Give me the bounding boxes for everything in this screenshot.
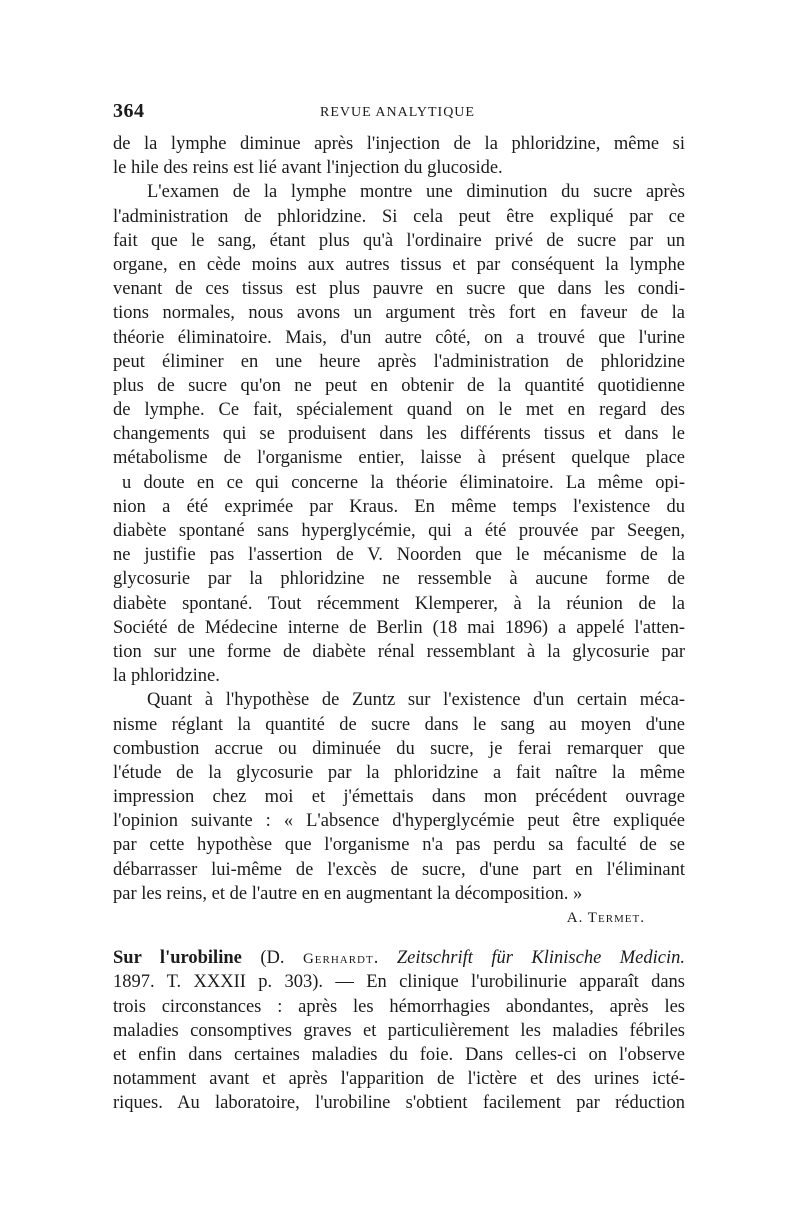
journal-name: Zeitschrift für Klinische Medicin. <box>396 948 685 969</box>
article-heading-line <box>113 946 685 970</box>
text-line: plus de sucre qu'on ne peut en obtenir de la quantité quotidienne <box>113 375 685 396</box>
text-line: peut éliminer en une heure après l'administration de phloridzine <box>113 351 685 372</box>
text-line: par cette hypothèse que l'organisme n'a pas perdu sa faculté de se <box>113 835 685 856</box>
text-line: 1897. T. XXXII p. 303). — En clinique l'urobilinurie apparaît dans <box>113 972 685 993</box>
text-line: L'examen de la lymphe montre une diminution du sucre après <box>147 182 685 203</box>
text-line: la phloridzine. <box>113 666 220 687</box>
text-line: nion a été exprimée par Kraus. En même temps l'existence du <box>113 496 685 517</box>
text-line: débarrasser lui-même de l'excès de sucre, d'une part en l'éliminant <box>113 859 685 880</box>
text-line: maladies consomptives graves et particulièrement les maladies fébriles <box>113 1020 685 1041</box>
text-line: venant de ces tissus est plus pauvre en sucre que dans les condi- <box>113 279 685 300</box>
running-head <box>113 100 693 124</box>
text-line: organe, en cède moins aux autres tissus et par conséquent la lymphe <box>113 254 685 275</box>
page-number: 364 <box>113 100 145 122</box>
running-title: REVUE ANALYTIQUE <box>320 105 475 120</box>
article-title: Sur l'urobiline <box>113 948 242 969</box>
signature: A. Termet. <box>566 910 645 926</box>
body-text <box>113 132 685 1116</box>
text-line: tions normales, nous avons un argument très fort en faveur de la <box>113 303 685 324</box>
text-line: Quant à l'hypothèse de Zuntz sur l'existence d'un certain méca- <box>147 690 685 711</box>
author-open: (D. <box>241 948 303 969</box>
text-line: de lymphe. Ce fait, spécialement quand on le met en regard des <box>113 400 685 421</box>
author-close: . <box>373 948 397 969</box>
text-line: le hile des reins est lié avant l'injection du glucoside. <box>113 158 503 179</box>
article-author: Gerhardt <box>302 951 374 968</box>
text-line: tion sur une forme de diabète rénal ressemblant à la glycosurie par <box>113 641 685 662</box>
text-line: notamment avant et après l'apparition de l'ictère et des urines icté- <box>113 1069 685 1090</box>
text-line: nisme réglant la quantité de sucre dans le sang au moyen d'une <box>113 714 685 735</box>
text-line: impression chez moi et j'émettais dans mon précédent ouvrage <box>113 787 685 808</box>
text-line: trois circonstances : après les hémorrhagies abondantes, après les <box>113 996 685 1017</box>
text-line: métabolisme de l'organisme entier, laisse à présent quelque place <box>113 448 685 469</box>
text-line: ne justifie pas l'assertion de V. Noorden que le mécanisme de la <box>113 545 685 566</box>
text-line: de la lymphe diminue après l'injection de la phloridzine, même si <box>113 134 685 154</box>
text-line: combustion accrue ou diminuée du sucre, je ferai remarquer que <box>113 738 685 759</box>
text-line: Société de Médecine interne de Berlin (18 mai 1896) a appelé l'atten- <box>113 617 685 638</box>
text-line: et enfin dans certaines maladies du foie. Dans celles-ci on l'observe <box>113 1044 685 1065</box>
text-line: riques. Au laboratoire, l'urobiline s'obtient facilement par réduction <box>113 1093 685 1114</box>
text-line: fait que le sang, étant plus qu'à l'ordinaire privé de sucre par un <box>113 230 685 251</box>
text-line: glycosurie par la phloridzine ne ressemble à aucune forme de <box>113 569 685 590</box>
text-line: théorie éliminatoire. Mais, d'un autre côté, on a trouvé que l'urine <box>113 327 685 348</box>
text-line: u doute en ce qui concerne la théorie éliminatoire. La même opi- <box>122 472 685 493</box>
text-line: par les reins, et de l'autre en en augmentant la décomposition. » <box>113 883 583 904</box>
text-line: l'administration de phloridzine. Si cela peut être expliqué par ce <box>113 206 685 227</box>
text-line: l'étude de la glycosurie par la phloridzine a fait naître la même <box>113 762 685 783</box>
text-line: diabète spontané. Tout récemment Klemperer, à la réunion de la <box>113 593 685 614</box>
text-line: l'opinion suivante : « L'absence d'hyperglycémie peut être expliquée <box>113 811 685 832</box>
text-line: changements qui se produisent dans les différents tissus et dans le <box>113 424 685 445</box>
text-line: diabète spontané sans hyperglycémie, qui a été prouvée par Seegen, <box>113 521 685 541</box>
section-spacer <box>113 930 685 946</box>
